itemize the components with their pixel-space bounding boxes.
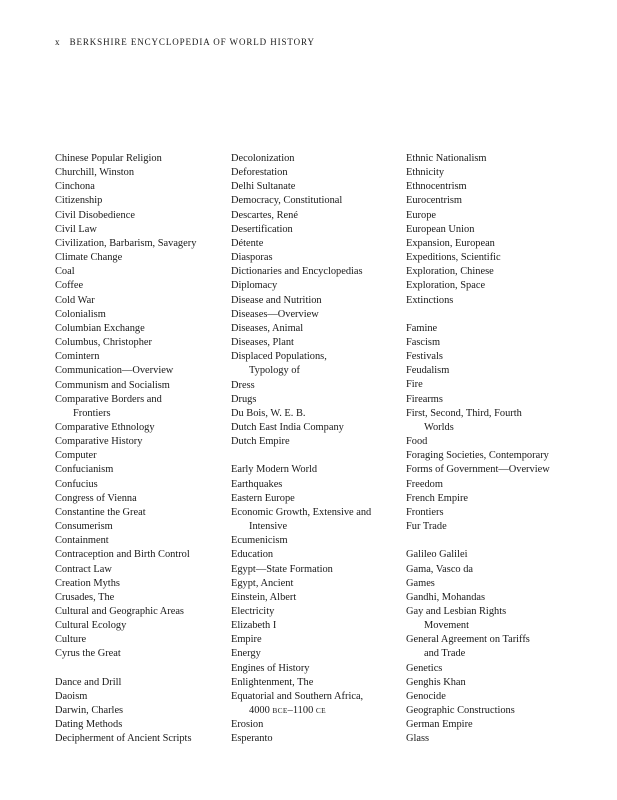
- index-entry: Citizenship: [55, 195, 103, 207]
- index-entry: Civilization, Barbarism, Savagery: [55, 237, 197, 249]
- index-entry: Earthquakes: [231, 478, 283, 490]
- index-entry: Extinctions: [406, 294, 454, 306]
- index-entry: Communication—Overview: [55, 365, 174, 377]
- index-entry: Coffee: [55, 280, 84, 292]
- index-entry: Dictionaries and Encyclopedias: [231, 266, 363, 278]
- index-entry: Ecumenicism: [231, 535, 288, 547]
- index-entry: Games: [406, 577, 435, 589]
- index-entry: Darwin, Charles: [55, 705, 124, 717]
- index-entry: Gandhi, Mohandas: [406, 591, 486, 603]
- running-head: [55, 37, 315, 47]
- index-entry: Genetics: [406, 662, 443, 674]
- index-entry: Détente: [231, 237, 264, 249]
- index-entry: Erosion: [231, 719, 264, 731]
- index-entry: Comparative Ethnology: [55, 421, 155, 433]
- index-entry: Gay and Lesbian Rights Movement: [406, 605, 507, 632]
- index-entry: Frontiers: [406, 506, 444, 518]
- index-entry: Firearms: [406, 393, 443, 405]
- index-entry: German Empire: [406, 719, 473, 731]
- index-entry: Displaced Populations, Typology of: [231, 351, 327, 377]
- index-entry: Fur Trade: [406, 521, 447, 533]
- index-entry: Feudalism: [406, 365, 450, 377]
- index-entry: Geographic Constructions: [406, 705, 515, 717]
- index-entry: Civil Law: [55, 223, 97, 235]
- index-entry: Engines of History: [231, 662, 310, 674]
- index-entry: Egypt—State Formation: [231, 563, 333, 575]
- index-entry: Electricity: [231, 605, 275, 617]
- index-entry: Ethnicity: [406, 167, 445, 179]
- index-entry: Computer: [55, 450, 97, 462]
- index-entry: Delhi Sultanate: [231, 181, 296, 193]
- index-entry: Equatorial and Southern Africa, 4000 BCE–1100 CE: [231, 690, 364, 717]
- index-entry: Diasporas: [231, 252, 273, 264]
- index-entry: Famine: [406, 322, 438, 334]
- index-entry: Containment: [55, 535, 109, 547]
- index-entry: Comparative Borders and Frontiers: [55, 393, 162, 419]
- index-entry: Comparative History: [55, 436, 143, 448]
- index-entry: Deforestation: [231, 167, 288, 179]
- index-entry: Esperanto: [231, 733, 273, 745]
- index-entry: Dutch Empire: [231, 436, 290, 448]
- index-entry: Expansion, European: [406, 237, 495, 249]
- index-entry: Cultural and Geographic Areas: [55, 606, 184, 617]
- index-entry: Cultural Ecology: [55, 620, 127, 632]
- index-entry: Freedom: [406, 478, 443, 490]
- index-entry: Cold War: [55, 294, 95, 306]
- index-entry: Glass: [406, 733, 430, 745]
- index-entry: Economic Growth, Extensive and Intensive: [231, 506, 372, 533]
- index-entry: Climate Change: [55, 252, 123, 264]
- index-entry: Empire: [231, 634, 262, 646]
- index-entry: Comintern: [55, 351, 100, 363]
- page-number: x: [55, 37, 61, 47]
- index-entry: Enlightenment, The: [231, 676, 314, 688]
- index-entry: Ethnocentrism: [406, 181, 467, 193]
- index-entry: Creation Myths: [55, 577, 120, 589]
- index-entry: Food: [406, 436, 428, 448]
- index-entry: Education: [231, 549, 274, 561]
- index-entry: Egypt, Ancient: [231, 577, 294, 589]
- index-entry: Gama, Vasco da: [406, 563, 474, 575]
- index-entry: Civil Disobedience: [55, 209, 135, 221]
- index-entry: Eurocentrism: [406, 195, 462, 207]
- index-entry: Disease and Nutrition: [231, 294, 322, 306]
- index-entry: Exploration, Chinese: [406, 266, 494, 278]
- index-entry: Europe: [406, 209, 437, 221]
- index-entry: Desertification: [231, 223, 293, 235]
- index-entry: Ethnic Nationalism: [406, 153, 487, 164]
- index-entry: Forms of Government—Overview: [406, 464, 550, 476]
- index-entry: Crusades, The: [55, 591, 115, 603]
- index-entry: Contraception and Birth Control: [55, 549, 190, 561]
- index-entry: Galileo Galilei: [406, 549, 468, 561]
- index-entry: General Agreement on Tariffs and Trade: [406, 634, 530, 660]
- index-entry: Congress of Vienna: [55, 492, 137, 504]
- index-entry: Communism and Socialism: [55, 379, 170, 391]
- index-column-2: [231, 152, 403, 747]
- index-entry: Constantine the Great: [55, 506, 146, 518]
- index-entry: Energy: [231, 648, 261, 660]
- letter-section-gap: [55, 662, 227, 676]
- index-entry: Confucius: [55, 478, 98, 490]
- index-entry: Cinchona: [55, 181, 95, 193]
- index-entry: Colonialism: [55, 308, 106, 320]
- index-entry: Genocide: [406, 690, 446, 702]
- letter-section-gap: [406, 534, 578, 548]
- index-entry: Confucianism: [55, 464, 114, 476]
- letter-section-gap: [231, 449, 403, 463]
- index-entry: Genghis Khan: [406, 676, 466, 688]
- index-entry: Festivals: [406, 351, 443, 363]
- index-entry: Columbus, Christopher: [55, 337, 152, 349]
- index-entry: Diseases, Plant: [231, 337, 294, 349]
- index-entry: French Empire: [406, 492, 469, 504]
- index-entry: Consumerism: [55, 521, 113, 533]
- index-entry: Coal: [55, 266, 75, 278]
- index-entry: European Union: [406, 223, 475, 235]
- index-column-3: [406, 152, 578, 747]
- index-entry: Fire: [406, 379, 423, 391]
- index-entry: First, Second, Third, Fourth Worlds: [406, 407, 522, 433]
- index-entry: Eastern Europe: [231, 492, 295, 504]
- index-entry: Expeditions, Scientific: [406, 252, 501, 264]
- index-entry: Einstein, Albert: [231, 591, 297, 603]
- index-entry: Culture: [55, 634, 87, 646]
- index-column-1: [55, 152, 227, 747]
- index-entry: Cyrus the Great: [55, 648, 121, 660]
- index-entry: Dating Methods: [55, 719, 123, 731]
- index-entry: Democracy, Constitutional: [231, 195, 343, 207]
- index-entry: Decipherment of Ancient Scripts: [55, 733, 192, 745]
- book-title: BERKSHIRE ENCYCLOPEDIA OF WORLD HISTORY: [69, 37, 315, 47]
- index-entry: Diseases—Overview: [231, 308, 319, 320]
- index-entry: Chinese Popular Religion: [55, 153, 162, 164]
- index-entry: Descartes, René: [231, 209, 298, 221]
- index-entry: Contract Law: [55, 563, 112, 575]
- index-entry: Dress: [231, 379, 255, 391]
- index-entry: Diplomacy: [231, 280, 278, 292]
- index-entry: Drugs: [231, 393, 257, 405]
- index-entry: Elizabeth I: [231, 620, 277, 632]
- index-entry: Diseases, Animal: [231, 322, 304, 334]
- index-entry: Du Bois, W. E. B.: [231, 407, 306, 419]
- index-entry: Early Modern World: [231, 464, 318, 476]
- index-entry: Decolonization: [231, 153, 295, 164]
- index-entry: Fascism: [406, 337, 441, 349]
- index-entry: Columbian Exchange: [55, 322, 145, 334]
- letter-section-gap: [406, 308, 578, 322]
- index-entry: Exploration, Space: [406, 280, 486, 292]
- index-entry: Churchill, Winston: [55, 167, 135, 179]
- index-entry: Dutch East India Company: [231, 421, 344, 433]
- index-entry: Foraging Societies, Contemporary: [406, 450, 549, 462]
- index-entry: Daoism: [55, 690, 88, 702]
- index-entry: Dance and Drill: [55, 676, 122, 688]
